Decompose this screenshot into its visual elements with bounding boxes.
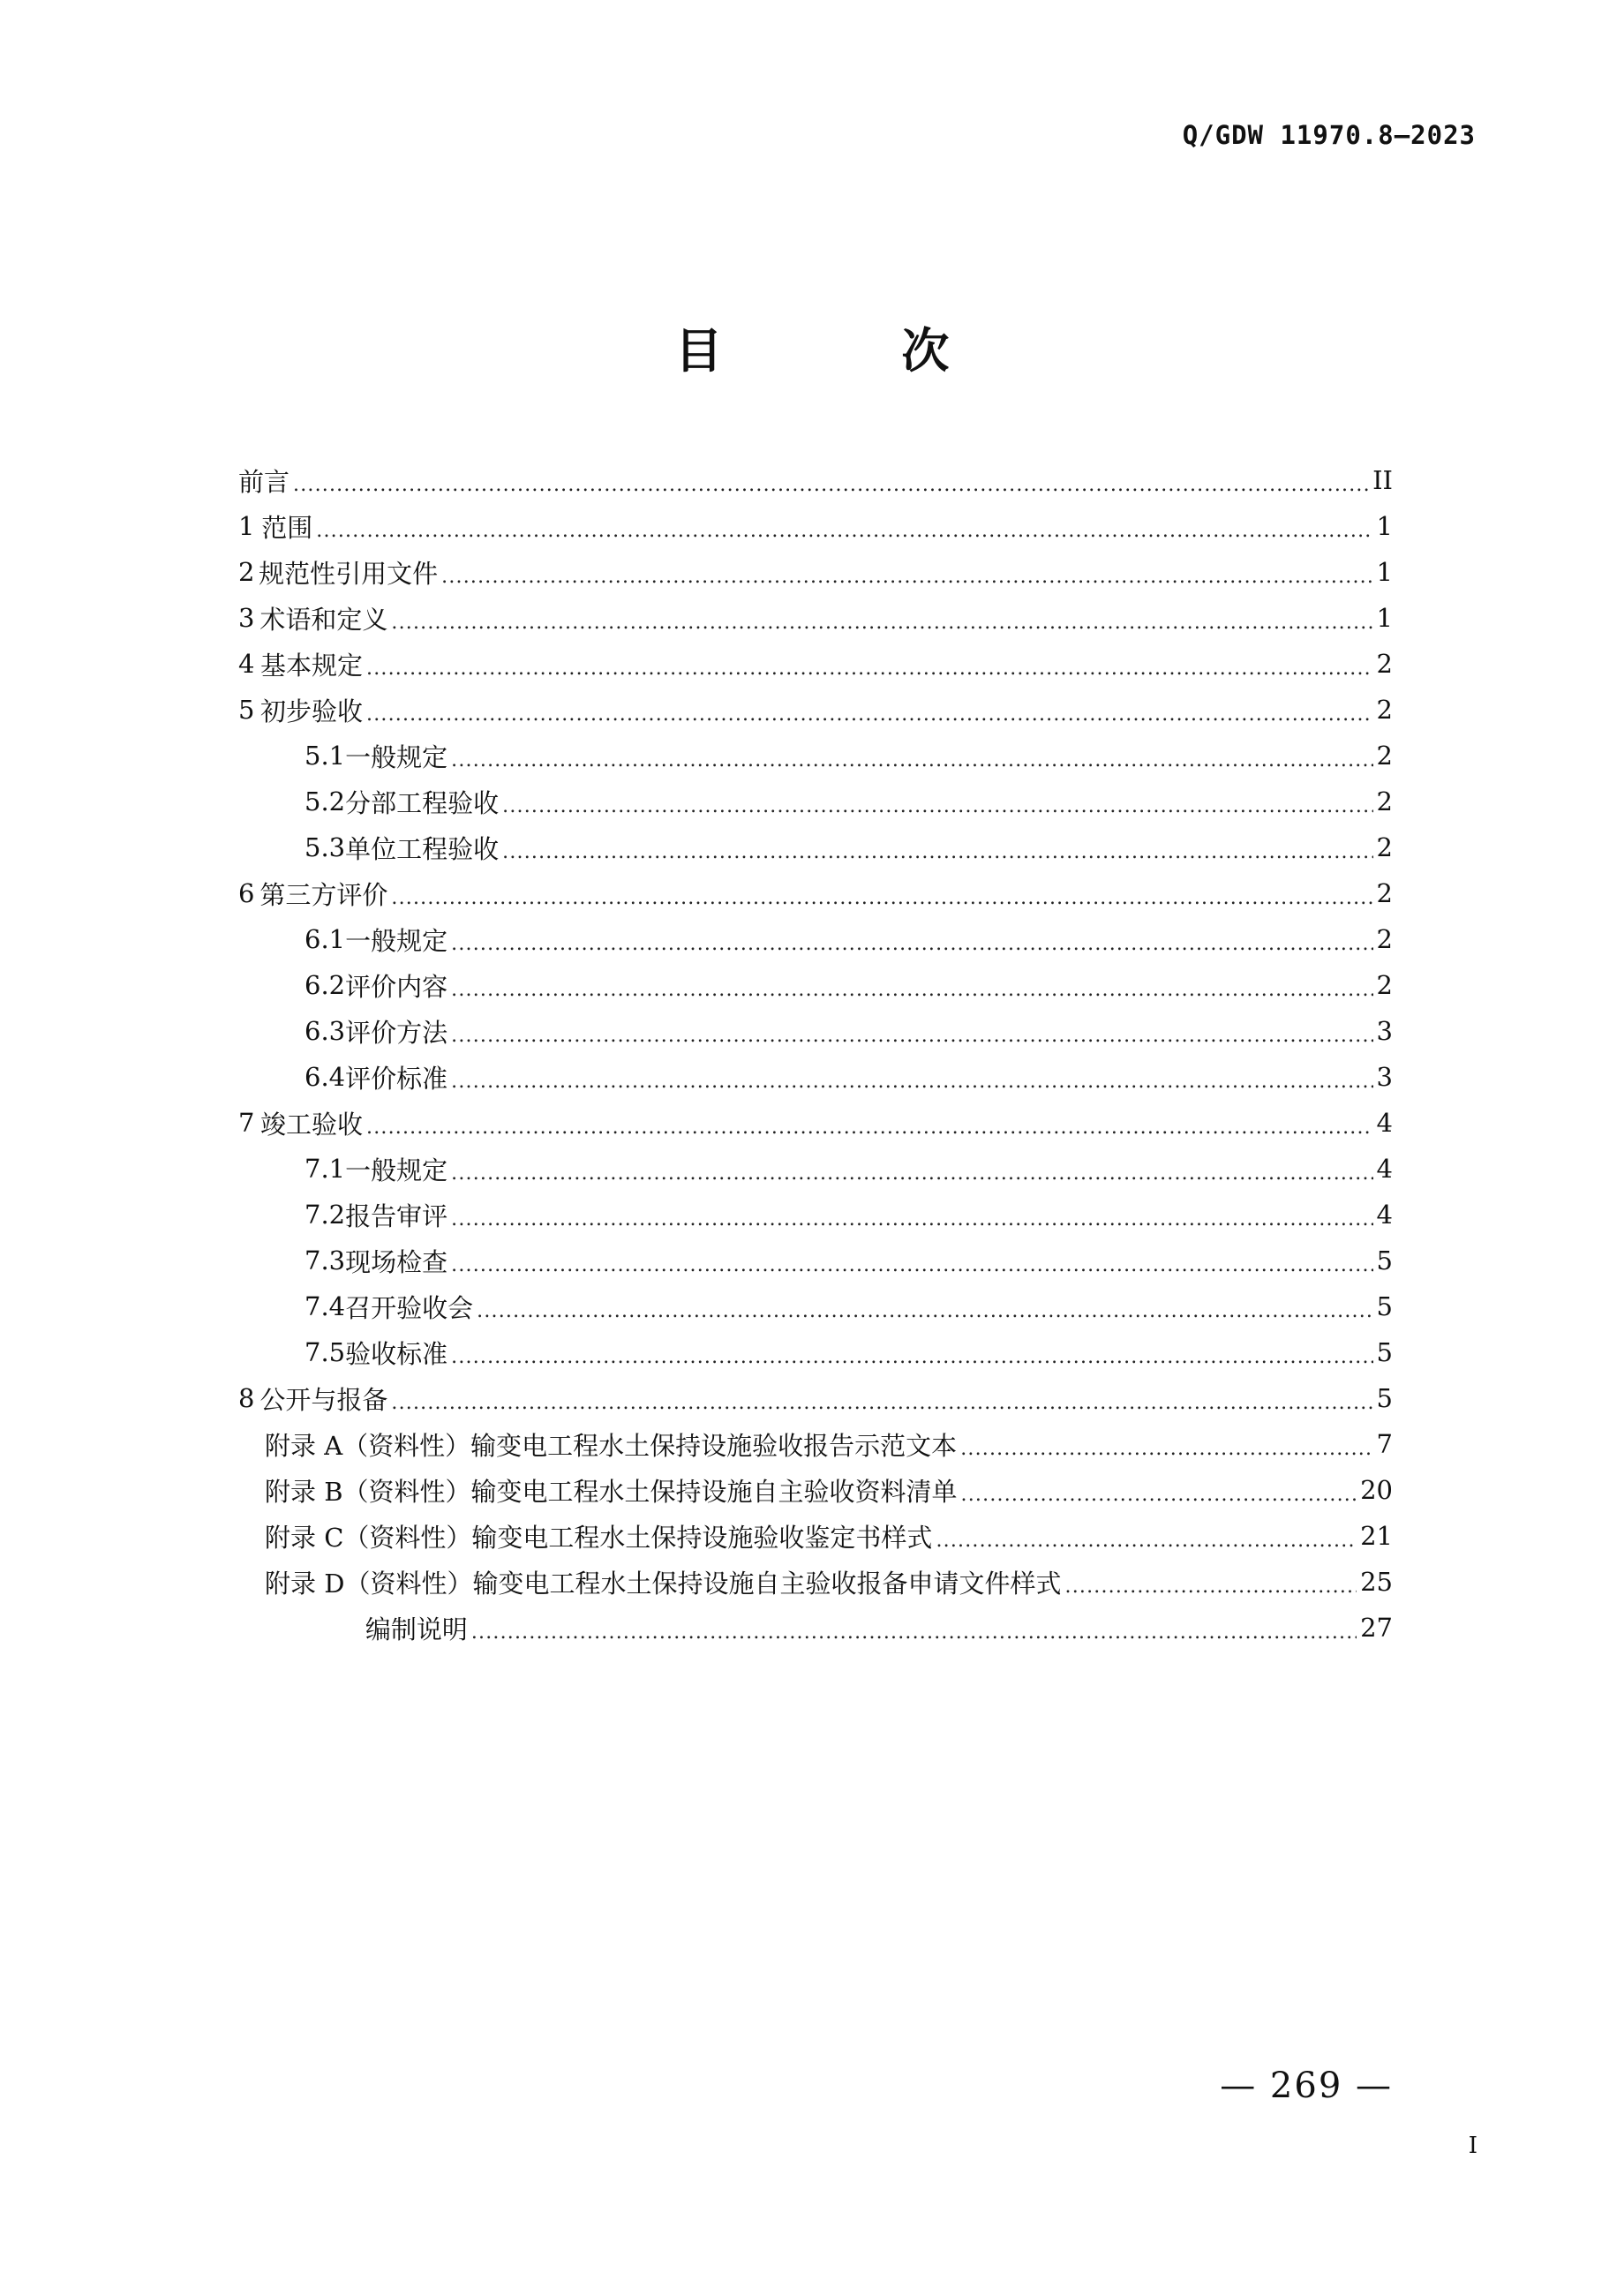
- toc-entry-number: 2: [238, 557, 255, 587]
- toc-entry-number: 5.1: [304, 741, 346, 771]
- roman-page-number: I: [1468, 2133, 1477, 2159]
- toc-entry-number: 7: [238, 1108, 255, 1138]
- toc-entry-number: 6.2: [304, 970, 346, 1000]
- toc-entry[interactable]: [0, 1559, 1624, 1605]
- toc-entry-label: 初步验收: [259, 696, 363, 726]
- toc-entry-number: 5.3: [304, 832, 346, 862]
- toc-entry-label: 竣工验收: [259, 1109, 363, 1140]
- toc-dot-leader: [451, 1018, 1372, 1048]
- toc-entry-number: 7.3: [304, 1245, 346, 1275]
- toc-entry-page: 3: [1376, 1062, 1393, 1092]
- toc-entry-number: 6.1: [304, 924, 346, 954]
- toc-entry-label: 输变电工程水土保持设施验收鉴定书样式: [471, 1522, 933, 1553]
- toc-dot-leader: [293, 467, 1369, 497]
- toc-entry-page: 5: [1376, 1383, 1393, 1413]
- toc-entry-label: 报告审评: [345, 1200, 448, 1231]
- toc-dot-leader: [451, 1064, 1372, 1094]
- toc-entry[interactable]: [0, 641, 1624, 687]
- toc-entry[interactable]: [0, 962, 1624, 1008]
- toc-entry-page: 2: [1376, 878, 1393, 908]
- toc-dot-leader: [451, 972, 1372, 1002]
- toc-entry-page: 2: [1376, 741, 1393, 771]
- table-of-contents: [0, 457, 1624, 1651]
- toc-entry-number: 附录 C（资料性）: [265, 1522, 472, 1553]
- toc-entry-page: 5: [1376, 1245, 1393, 1275]
- toc-entry-page: 20: [1360, 1475, 1393, 1505]
- toc-dot-leader: [441, 559, 1372, 589]
- toc-entry-page: 2: [1376, 924, 1393, 954]
- toc-entry-number: 7.1: [304, 1154, 346, 1184]
- toc-entry-page: II: [1372, 465, 1393, 495]
- toc-dot-leader: [960, 1431, 1372, 1461]
- toc-entry-label: 公开与报备: [259, 1384, 388, 1415]
- toc-dot-leader: [961, 1477, 1357, 1507]
- toc-entry-label: 评价标准: [345, 1063, 448, 1094]
- toc-entry-label: 编制说明: [365, 1614, 468, 1644]
- toc-entry-label: 术语和定义: [259, 604, 388, 635]
- toc-entry[interactable]: [0, 1283, 1624, 1329]
- toc-entry-label: 评价内容: [345, 971, 448, 1002]
- toc-entry-label: 一般规定: [345, 741, 448, 772]
- toc-entry-page: 21: [1360, 1521, 1393, 1551]
- toc-entry-number: 6: [238, 878, 255, 908]
- toc-dot-leader: [477, 1293, 1372, 1323]
- toc-entry-page: 2: [1376, 695, 1393, 725]
- toc-dot-leader: [366, 696, 1373, 726]
- toc-entry[interactable]: [0, 870, 1624, 916]
- toc-entry-page: 5: [1376, 1291, 1393, 1321]
- toc-entry-page: 7: [1376, 1429, 1393, 1459]
- toc-entry-page: 2: [1376, 649, 1393, 679]
- toc-entry-number: 6.4: [304, 1062, 346, 1092]
- toc-dot-leader: [451, 1201, 1372, 1231]
- toc-entry[interactable]: [0, 595, 1624, 641]
- toc-entry-number: 附录 A（资料性）: [265, 1430, 471, 1461]
- toc-entry[interactable]: [0, 1605, 1624, 1651]
- toc-entry[interactable]: [0, 1238, 1624, 1283]
- toc-entry-number: 4: [238, 649, 255, 679]
- toc-entry[interactable]: [0, 457, 1624, 503]
- page-number: — 269 —: [1220, 2066, 1393, 2106]
- toc-dot-leader: [502, 834, 1372, 864]
- toc-entry-page: 1: [1376, 557, 1393, 587]
- toc-entry[interactable]: [0, 549, 1624, 595]
- toc-entry[interactable]: [0, 1146, 1624, 1192]
- toc-dot-leader: [391, 1385, 1372, 1415]
- standard-code: Q/GDW 11970.8—2023: [1182, 120, 1476, 150]
- toc-entry-label: 召开验收会: [345, 1292, 474, 1323]
- toc-dot-leader: [451, 742, 1372, 772]
- toc-entry-page: 27: [1360, 1613, 1393, 1643]
- toc-entry-page: 5: [1376, 1337, 1393, 1367]
- toc-entry[interactable]: [0, 733, 1624, 779]
- toc-entry-label: 评价方法: [345, 1017, 448, 1048]
- toc-entry[interactable]: [0, 824, 1624, 870]
- toc-entry-label: 输变电工程水土保持设施自主验收资料清单: [470, 1476, 958, 1507]
- toc-entry-label: 基本规定: [259, 650, 363, 681]
- toc-entry-page: 1: [1376, 603, 1393, 633]
- toc-entry-label: 输变电工程水土保持设施自主验收报备申请文件样式: [472, 1568, 1062, 1599]
- toc-entry[interactable]: [0, 687, 1624, 733]
- toc-entry-label: 一般规定: [345, 1155, 448, 1185]
- toc-entry-label: 现场检查: [345, 1246, 448, 1277]
- toc-entry-number: 8: [238, 1383, 255, 1413]
- toc-dot-leader: [1065, 1569, 1357, 1599]
- toc-entry-page: 2: [1376, 832, 1393, 862]
- toc-entry-page: 4: [1376, 1108, 1393, 1138]
- toc-entry[interactable]: [0, 503, 1624, 549]
- toc-entry-number: 5.2: [304, 786, 346, 816]
- toc-entry-number: 3: [238, 603, 255, 633]
- toc-entry-label: 第三方评价: [259, 879, 388, 910]
- toc-entry-number: 7.2: [304, 1200, 346, 1230]
- toc-dot-leader: [366, 651, 1373, 681]
- toc-entry-label: 分部工程验收: [345, 787, 500, 818]
- toc-entry[interactable]: [0, 1008, 1624, 1054]
- toc-dot-leader: [316, 513, 1372, 543]
- toc-entry-page: 2: [1376, 970, 1393, 1000]
- toc-entry-page: 25: [1360, 1567, 1393, 1597]
- toc-dot-leader: [451, 926, 1372, 956]
- toc-dot-leader: [502, 788, 1372, 818]
- toc-entry[interactable]: [0, 1329, 1624, 1375]
- toc-dot-leader: [936, 1523, 1357, 1553]
- toc-entry-label: 前言: [238, 466, 290, 497]
- toc-entry-page: 2: [1376, 786, 1393, 816]
- toc-entry-number: 7.4: [304, 1291, 346, 1321]
- toc-entry[interactable]: [0, 1100, 1624, 1146]
- toc-entry-label: 单位工程验收: [345, 833, 500, 864]
- toc-entry-number: 6.3: [304, 1016, 346, 1046]
- toc-entry-label: 一般规定: [345, 925, 448, 956]
- toc-dot-leader: [451, 1339, 1372, 1369]
- toc-dot-leader: [391, 605, 1372, 635]
- toc-entry-number: 1: [238, 511, 255, 541]
- toc-dot-leader: [451, 1247, 1372, 1277]
- toc-entry-page: 4: [1376, 1200, 1393, 1230]
- toc-entry[interactable]: [0, 916, 1624, 962]
- toc-entry[interactable]: [0, 1467, 1624, 1513]
- toc-entry[interactable]: [0, 1192, 1624, 1238]
- toc-entry[interactable]: [0, 1421, 1624, 1467]
- toc-entry[interactable]: [0, 779, 1624, 824]
- toc-entry-number: 7.5: [304, 1337, 346, 1367]
- toc-entry-number: 5: [238, 695, 255, 725]
- toc-entry-label: 输变电工程水土保持设施验收报告示范文本: [470, 1430, 958, 1461]
- toc-entry[interactable]: [0, 1513, 1624, 1559]
- toc-entry-number: 附录 D（资料性）: [265, 1568, 473, 1599]
- toc-entry-label: 范围: [261, 512, 313, 543]
- toc-dot-leader: [366, 1110, 1373, 1140]
- toc-dot-leader: [471, 1614, 1357, 1644]
- toc-entry-label: 规范性引用文件: [259, 558, 439, 589]
- toc-entry-page: 3: [1376, 1016, 1393, 1046]
- toc-entry[interactable]: [0, 1054, 1624, 1100]
- toc-entry-page: 4: [1376, 1154, 1393, 1184]
- toc-dot-leader: [451, 1155, 1372, 1185]
- toc-entry-page: 1: [1376, 511, 1393, 541]
- toc-entry-label: 验收标准: [345, 1338, 448, 1369]
- toc-entry[interactable]: [0, 1375, 1624, 1421]
- toc-dot-leader: [391, 880, 1372, 910]
- toc-title: 目 次: [674, 323, 1031, 379]
- toc-entry-number: 附录 B（资料性）: [265, 1476, 471, 1507]
